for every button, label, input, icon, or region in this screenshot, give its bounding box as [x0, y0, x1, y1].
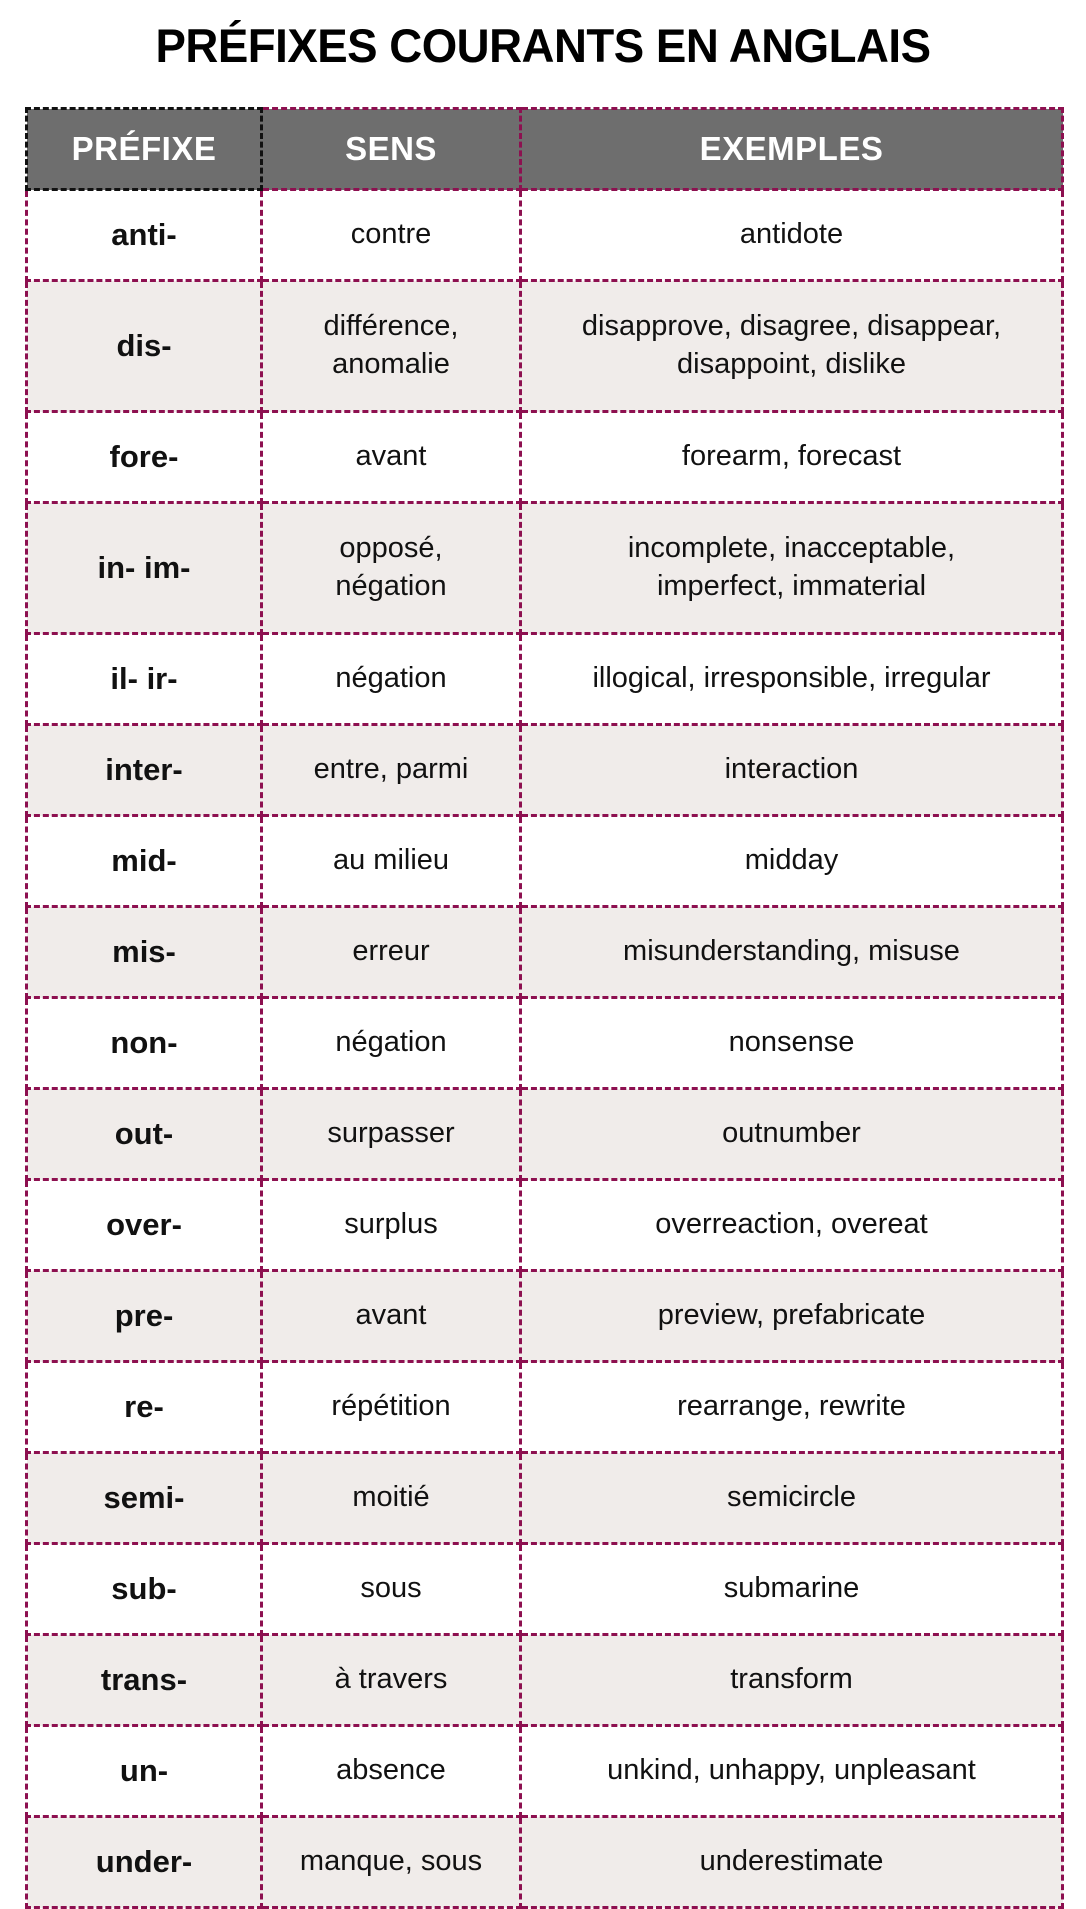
cell-meaning-line: absence [336, 1754, 446, 1787]
cell-meaning-line: négation [335, 570, 447, 602]
cell-examples-line: midday [744, 844, 839, 877]
table-row [27, 503, 1063, 634]
cell-examples [521, 1544, 1063, 1635]
prefix-table-container [25, 107, 1061, 1909]
cell-examples [521, 281, 1063, 412]
cell-examples-line: disapprove, disagree, disappear, [581, 310, 1002, 343]
cell-examples-line: preview, prefabricate [657, 1299, 926, 1332]
cell-prefix [27, 281, 262, 412]
cell-meaning [262, 1726, 521, 1817]
table-body [27, 190, 1063, 1908]
cell-prefix [27, 1271, 262, 1362]
cell-meaning [262, 1362, 521, 1453]
cell-examples [521, 1180, 1063, 1271]
cell-meaning-line: surpasser [327, 1117, 455, 1150]
cell-prefix-line: un- [119, 1752, 169, 1788]
cell-prefix-line: semi- [103, 1479, 185, 1515]
cell-meaning [262, 634, 521, 725]
cell-prefix-line: pre- [114, 1297, 174, 1333]
cell-meaning [262, 1817, 521, 1908]
cell-examples [521, 1453, 1063, 1544]
cell-prefix-line: fore- [109, 438, 179, 474]
table-row [27, 190, 1063, 281]
cell-meaning [262, 907, 521, 998]
cell-meaning [262, 1180, 521, 1271]
cell-prefix [27, 1726, 262, 1817]
cell-meaning-line: négation [335, 662, 447, 695]
cell-meaning [262, 412, 521, 503]
cell-meaning-line: à travers [334, 1663, 448, 1696]
cell-prefix-line: out- [114, 1115, 174, 1151]
cell-examples-line: underestimate [699, 1845, 884, 1878]
cell-prefix-line: re- [124, 1388, 164, 1424]
cell-meaning [262, 503, 521, 634]
cell-examples [521, 634, 1063, 725]
cell-meaning [262, 281, 521, 412]
cell-prefix [27, 1817, 262, 1908]
cell-examples [521, 1362, 1063, 1453]
table-row [27, 412, 1063, 503]
cell-meaning [262, 1635, 521, 1726]
cell-prefix [27, 725, 262, 816]
cell-meaning-line: erreur [352, 935, 430, 968]
cell-prefix [27, 1089, 262, 1180]
cell-prefix-line: mis- [112, 933, 176, 969]
cell-meaning-line: avant [355, 440, 427, 473]
cell-examples-line: semicircle [727, 1481, 856, 1514]
cell-examples [521, 1271, 1063, 1362]
cell-prefix [27, 1544, 262, 1635]
cell-meaning-line: entre, parmi [313, 753, 469, 786]
cell-examples [521, 998, 1063, 1089]
cell-examples [521, 412, 1063, 503]
cell-examples-line: outnumber [722, 1117, 861, 1150]
cell-meaning-line: opposé, [339, 532, 443, 565]
cell-meaning-line: sous [360, 1572, 422, 1605]
table-row [27, 1180, 1063, 1271]
table-row [27, 1726, 1063, 1817]
cell-examples [521, 190, 1063, 281]
cell-examples [521, 907, 1063, 998]
cell-prefix-line: over- [106, 1206, 182, 1242]
cell-examples-line: imperfect, immaterial [656, 570, 927, 602]
cell-meaning [262, 1453, 521, 1544]
table-row [27, 634, 1063, 725]
cell-examples [521, 503, 1063, 634]
table-row [27, 1271, 1063, 1362]
cell-meaning-line: contre [350, 218, 432, 251]
table-row [27, 1544, 1063, 1635]
header-row [27, 109, 1063, 190]
cell-prefix [27, 412, 262, 503]
cell-prefix-line: anti- [111, 216, 177, 252]
cell-examples-line: forearm, forecast [681, 440, 902, 473]
cell-meaning [262, 725, 521, 816]
cell-prefix-line: under- [95, 1843, 193, 1879]
cell-examples-line: submarine [723, 1572, 860, 1605]
cell-examples-line: transform [730, 1663, 853, 1696]
cell-examples-line: nonsense [728, 1026, 855, 1059]
cell-meaning [262, 1271, 521, 1362]
prefix-table [25, 107, 1064, 1909]
table-row [27, 1635, 1063, 1726]
cell-prefix [27, 816, 262, 907]
cell-examples-line: disappoint, dislike [677, 348, 906, 380]
table-row [27, 907, 1063, 998]
table-row [27, 281, 1063, 412]
cell-prefix-line: sub- [111, 1570, 177, 1606]
cell-meaning [262, 1544, 521, 1635]
table-row [27, 1362, 1063, 1453]
cell-examples [521, 1635, 1063, 1726]
cell-examples-line: rearrange, rewrite [677, 1390, 906, 1423]
cell-meaning-line: négation [335, 1026, 447, 1059]
cell-meaning-line: au milieu [332, 844, 450, 877]
table-row [27, 816, 1063, 907]
cell-prefix-line: dis- [116, 327, 172, 363]
cell-meaning [262, 1089, 521, 1180]
cell-examples [521, 1726, 1063, 1817]
cell-prefix [27, 634, 262, 725]
cell-examples [521, 1089, 1063, 1180]
cell-examples [521, 725, 1063, 816]
cell-prefix-line: mid- [111, 842, 177, 878]
table-header [27, 109, 1063, 190]
table-row [27, 1453, 1063, 1544]
cell-meaning-line: manque, sous [299, 1845, 483, 1878]
table-row [27, 1817, 1063, 1908]
cell-meaning-line: moitié [352, 1481, 430, 1514]
cell-prefix-line: inter- [105, 751, 183, 787]
cell-meaning-line: anomalie [332, 348, 450, 380]
cell-examples-line: illogical, irresponsible, irregular [592, 662, 991, 695]
cell-prefix [27, 907, 262, 998]
column-header-prefix: PRÉFIXE [27, 109, 262, 190]
cell-examples-line: incomplete, inacceptable, [627, 532, 956, 565]
cell-examples-line: misunderstanding, misuse [623, 935, 960, 968]
cell-prefix-line: in- im- [97, 549, 191, 585]
cell-examples-line: overreaction, overeat [655, 1208, 928, 1241]
cell-meaning [262, 816, 521, 907]
cell-prefix [27, 998, 262, 1089]
cell-meaning-line: avant [355, 1299, 427, 1332]
table-row [27, 1089, 1063, 1180]
cell-examples [521, 816, 1063, 907]
page-title: PRÉFIXES COURANTS EN ANGLAIS [155, 19, 931, 72]
cell-meaning [262, 998, 521, 1089]
table-row [27, 725, 1063, 816]
cell-examples-line: interaction [724, 753, 859, 786]
cell-examples-line: antidote [739, 218, 844, 251]
cell-meaning-line: répétition [331, 1390, 451, 1423]
cell-prefix [27, 1453, 262, 1544]
cell-prefix [27, 503, 262, 634]
cell-prefix [27, 1635, 262, 1726]
cell-prefix-line: trans- [100, 1661, 188, 1697]
cell-prefix-line: non- [110, 1024, 178, 1060]
cell-examples-line: unkind, unhappy, unpleasant [607, 1754, 976, 1787]
cell-meaning [262, 190, 521, 281]
cell-prefix [27, 1362, 262, 1453]
cell-prefix-line: il- ir- [110, 660, 178, 696]
cell-meaning-line: différence, [323, 310, 459, 343]
cell-examples [521, 1817, 1063, 1908]
cell-prefix [27, 1180, 262, 1271]
column-header-exemples: EXEMPLES [521, 109, 1063, 190]
cell-prefix [27, 190, 262, 281]
table-row [27, 998, 1063, 1089]
cell-meaning-line: surplus [344, 1208, 438, 1241]
column-header-sens: SENS [262, 109, 521, 190]
